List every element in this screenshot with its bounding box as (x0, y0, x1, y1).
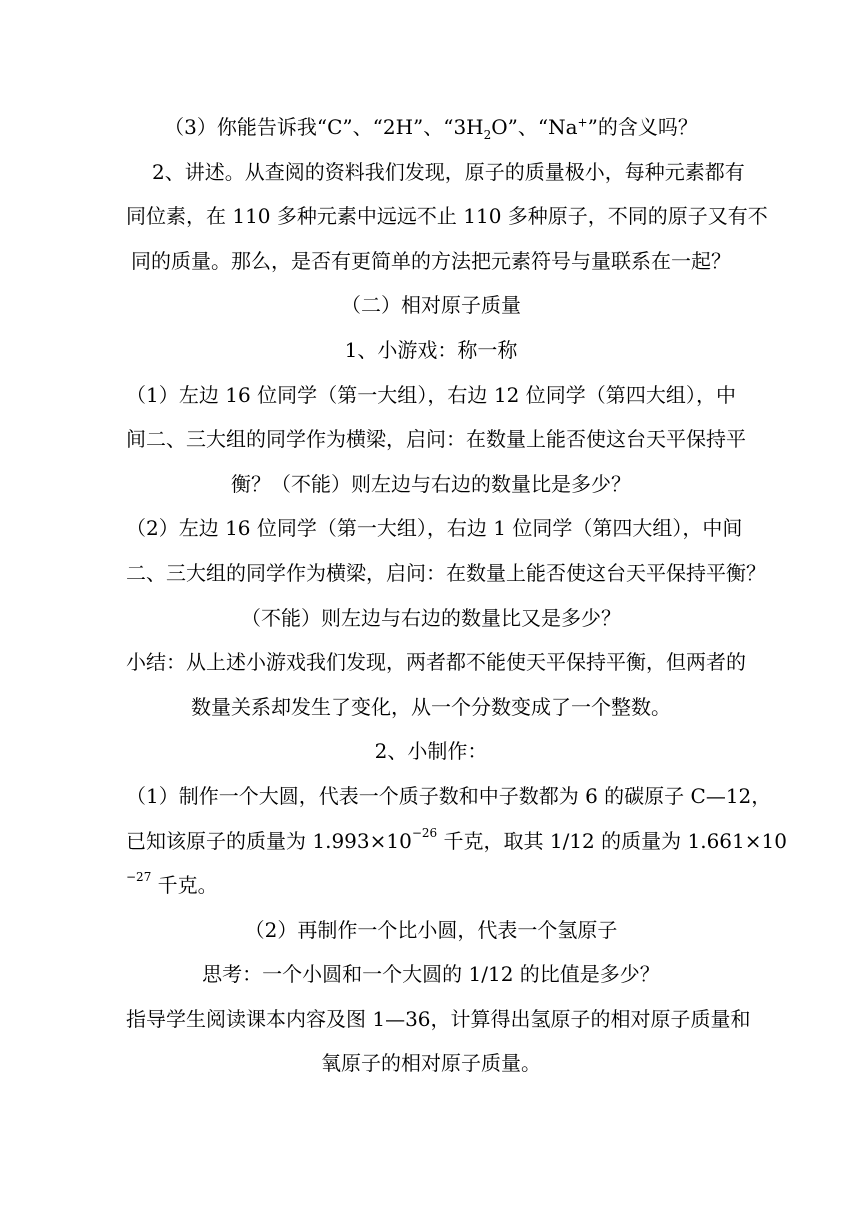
make-heading: 2、小制作： (374, 739, 488, 764)
question-3-text-b: O”、“Na (491, 115, 578, 139)
superscript-plus: + (577, 115, 588, 130)
subscript-2: 2 (483, 128, 492, 142)
game-heading: 1、小游戏：称一称 (344, 337, 518, 362)
exponent-minus-26: −26 (411, 825, 438, 840)
narration-line-2: 同位素，在 110 多种元素中远远不止 110 多种原子，不同的原子又有不 (126, 204, 768, 229)
game-item-1-line-2: 间二、三大组的同学作为横梁，启问：在数量上能否使这台天平保持平 (126, 427, 746, 452)
summary-line-1: 小结：从上述小游戏我们发现，两者都不能使天平保持平衡，但两者的 (126, 650, 746, 675)
game-item-1-line-3: 衡？（不能）则左边与右边的数量比是多少？ (231, 471, 631, 496)
question-3 (126, 105, 736, 150)
make-item-1-text-c: 千克。 (151, 873, 218, 898)
game-item-2-line-3: （不能）则左边与右边的数量比又是多少？ (241, 605, 621, 630)
make-item-1-line-2 (126, 819, 787, 864)
narration-line-3: 同的质量。那么，是否有更简单的方法把元素符号与量联系在一起？ (131, 248, 731, 273)
make-item-2: （2）再制作一个比小圆，代表一个氢原子 (244, 917, 618, 942)
game-item-1-line-1: （1）左边 16 位同学（第一大组），右边 12 位同学（第四大组），中 (126, 382, 736, 407)
exponent-minus-27: −27 (126, 870, 152, 885)
summary-line-2: 数量关系却发生了变化，从一个分数变成了一个整数。 (191, 694, 671, 719)
game-item-2-line-2: 二、三大组的同学作为横梁，启问：在数量上能否使这台天平保持平衡？ (126, 560, 766, 585)
narration-line-1: 2、讲述。从查阅的资料我们发现，原子的质量极小，每种元素都有 (152, 159, 745, 184)
game-item-2-line-1: （2）左边 16 位同学（第一大组），右边 1 位同学（第四大组），中间 (126, 516, 743, 541)
question-3-text-c: ”的含义吗？ (587, 115, 698, 139)
make-item-1-text-a: 已知该原子的质量为 1.993×10 (126, 828, 412, 853)
think-question: 思考：一个小圆和一个大圆的 1/12 的比值是多少？ (202, 962, 660, 987)
make-item-1-line-3 (126, 863, 736, 908)
guide-line-1: 指导学生阅读课本内容及图 1—36，计算得出氢原子的相对原子质量和 (126, 1006, 751, 1031)
make-item-1-text-b: 千克，取其 1/12 的质量为 1.661×10 (437, 828, 787, 853)
question-3-text-a: （3）你能告诉我“C”、“2H”、“3H (164, 115, 484, 139)
make-item-1-line-1: （1）制作一个大圆，代表一个质子数和中子数都为 6 的碳原子 C—12， (126, 783, 772, 808)
document-page (126, 105, 787, 1086)
guide-line-2: 氧原子的相对原子质量。 (321, 1051, 541, 1076)
section-heading: （二）相对原子质量 (341, 293, 521, 318)
